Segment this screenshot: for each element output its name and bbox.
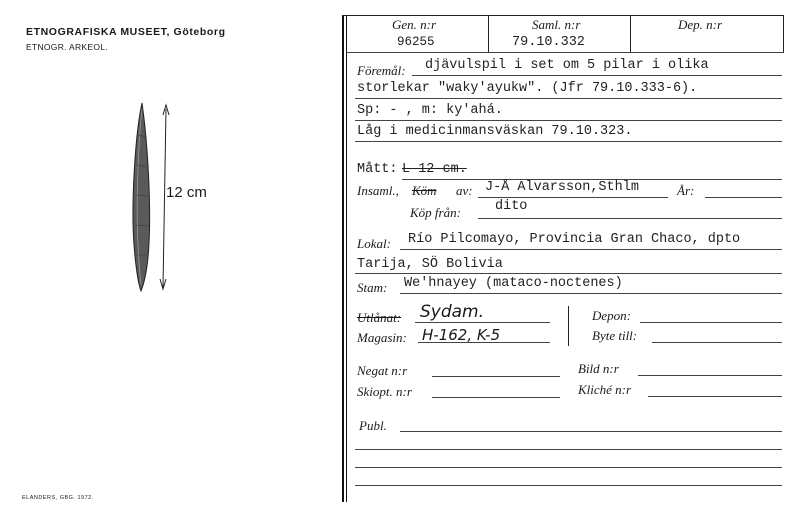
publ-rule-2 <box>355 449 782 450</box>
foremal-line-4: Låg i medicinmansväskan 79.10.323. <box>357 124 633 139</box>
museum-name: ETNOGRAFISKA MUSEET, Göteborg <box>26 26 226 38</box>
utlanat-label: Utlånat: <box>357 310 402 325</box>
lokal-line-1: Río Pilcomayo, Provincia Gran Chaco, dpto <box>408 232 741 247</box>
kop-fran-rule <box>478 218 782 219</box>
dep-nr-label: Dep. n:r <box>678 17 723 32</box>
stam-value: We'hnayey (mataco-noctenes) <box>404 276 623 291</box>
publ-rule-1 <box>400 431 782 432</box>
lokal-rule-2 <box>355 273 782 274</box>
arrow-shaft-icon <box>133 103 150 291</box>
gen-nr-value: 96255 <box>397 35 435 49</box>
saml-nr-value: 79.10.332 <box>512 35 585 50</box>
bild-nr-rule <box>638 375 782 376</box>
foremal-line-1: djävulspil i set om 5 pilar i olika <box>425 58 709 73</box>
bild-nr-label: Bild n:r <box>578 361 619 376</box>
saml-nr-label: Saml. n:r <box>532 17 581 32</box>
insaml-av-label: av: <box>456 183 473 198</box>
stam-rule <box>400 293 782 294</box>
matt-value: L 12 cm. <box>402 162 467 177</box>
magasin-label: Magasin: <box>357 330 407 345</box>
foremal-rule-1 <box>412 75 782 76</box>
insaml-rule <box>478 197 668 198</box>
magasin-rule <box>418 342 550 343</box>
header-divider-1 <box>488 16 489 52</box>
lokal-label: Lokal: <box>357 236 391 251</box>
header-divider-2 <box>630 16 631 52</box>
lokal-rule-1 <box>400 249 782 250</box>
negat-nr-label: Negat n:r <box>357 363 408 378</box>
foremal-rule-2 <box>355 98 782 99</box>
card-top-border <box>342 15 784 16</box>
ar-label: År: <box>677 183 695 198</box>
card-right-edge <box>783 15 784 52</box>
skiopt-nr-label: Skiopt. n:r <box>357 384 412 399</box>
kliche-nr-rule <box>648 396 782 397</box>
publ-label: Publ. <box>359 418 387 433</box>
size-label: 12 cm <box>166 184 207 201</box>
foremal-label: Föremål: <box>357 63 406 78</box>
card-left-border <box>342 16 344 502</box>
card-left-border-inner <box>346 16 347 502</box>
skiopt-nr-rule <box>432 397 560 398</box>
foremal-rule-3 <box>355 120 782 121</box>
printer-label: ELANDERS, GBG. 1972. <box>22 495 94 501</box>
header-bottom-rule <box>346 52 784 53</box>
lokal-line-2: Tarija, SÖ Bolivia <box>357 257 503 272</box>
foremal-line-3: Sp: - , m: ky'ahá. <box>357 103 503 118</box>
publ-rule-3 <box>355 467 782 468</box>
gen-nr-label: Gen. n:r <box>392 17 437 32</box>
foremal-rule-4 <box>355 141 782 142</box>
byte-till-rule <box>652 342 782 343</box>
negat-nr-rule <box>432 376 560 377</box>
storage-divider <box>568 306 569 346</box>
insaml-label: Insaml., <box>357 183 399 198</box>
department-label: ETNOGR. ARKEOL. <box>26 42 108 52</box>
kop-fran-label: Köp från: <box>410 205 461 220</box>
insaml-value: J-Å Alvarsson,Sthlm <box>485 180 639 195</box>
stam-label: Stam: <box>357 280 388 295</box>
utlanat-value: Sydam. <box>420 302 485 322</box>
matt-label: Mått: <box>357 162 398 177</box>
utlanat-rule <box>415 322 550 323</box>
magasin-value: H-162, K-5 <box>422 326 501 344</box>
kliche-nr-label: Kliché n:r <box>578 382 632 397</box>
depon-label: Depon: <box>592 308 631 323</box>
foremal-line-2: storlekar "waky'ayukw". (Jfr 79.10.333-6). <box>357 81 698 96</box>
publ-rule-4 <box>355 485 782 486</box>
depon-rule <box>640 322 782 323</box>
insaml-struck-word: Köm <box>412 183 437 198</box>
byte-till-label: Byte till: <box>592 328 638 343</box>
kop-fran-value: dito <box>495 199 528 214</box>
ar-rule <box>705 197 782 198</box>
